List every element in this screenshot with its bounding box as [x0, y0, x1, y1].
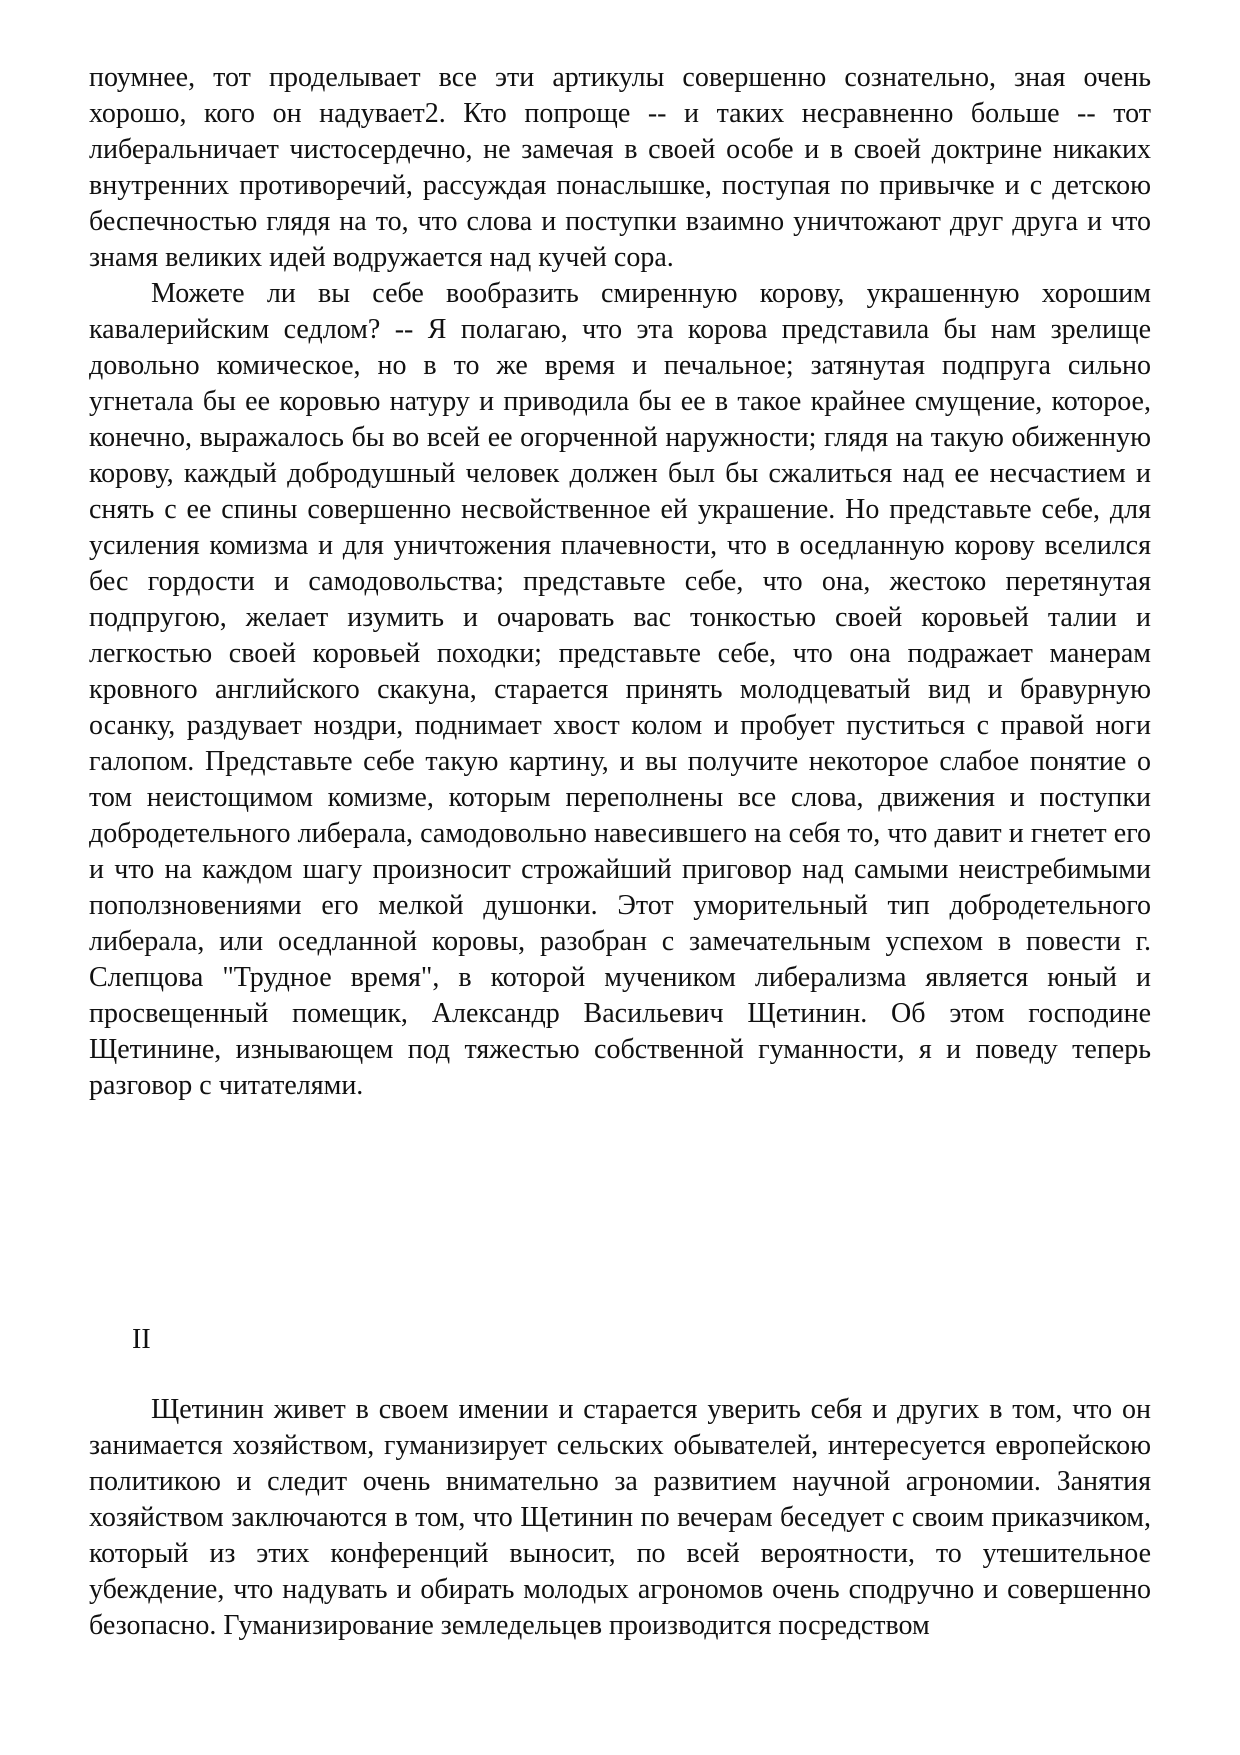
paragraph-continuation: поумнее, тот проделывает все эти артикулы совершенно сознательно, зная очень хорошо, кого он надувает2. Кто попроще -- и таких несравненно больше -- тот либеральничает чистосердечно, не замечая в своей особе и в своей доктрине никаких внутренних противоречий, рассуждая понаслышке, поступая по привычке и с детскою беспечностью глядя на то, что слова и поступки взаимно уничтожают друг друга и что знамя великих идей водружается над кучей сора.: [89, 62, 1151, 273]
paragraph-cow-allegory: Можете ли вы себе вообразить смиренную корову, украшенную хорошим кавалерийским седлом? -- Я полагаю, что эта корова представила бы нам зрелище довольно комическое, но в то же время и печальное; затянутая подпруга сильно угнетала бы ее коровью натуру и приводила бы ее в такое крайнее смущение, которое, конечно, выражалось бы во всей ее огорченной наружности; глядя на такую обиженную корову, каждый добродушный человек должен был бы сжалиться над ее несчастием и снять с ее спины совершенно несвойственное ей украшение. Но представьте себе, для усиления комизма и для уничтожения плачевности, что в оседланную корову вселился бес гордости и самодовольства; представьте себе, что она, жестоко перетянутая подпругою, желает изумить и очаровать вас тонкостью своей коровьей талии и легкостью своей коровьей походки; представьте себе, что она подражает манерам кровного английского скакуна, старается принять молодцеватый вид и бравурную осанку, раздувает ноздри, поднимает хвост колом и пробует пуститься с правой ноги галопом. Представьте себе такую картину, и вы получите некоторое слабое понятие о том неистощимом комизме, которым переполнены все слова, движения и поступки добродетельного либерала, самодовольно навесившего на себя то, что давит и гнетет его и что на каждом шагу произносит строжайший приговор над самыми неистребимыми поползновениями его мелкой душонки. Этот уморительный тип добродетельного либерала, или оседланной коровы, разобран с замечательным успехом в повести г. Слепцова "Трудное время", в которой мучеником либерализма является юный и просвещенный помещик, Александр Васильевич Щетинин. Об этом господине Щетинине, изнывающем под тяжестью собственной гуманности, я и поведу теперь разговор с читателями.: [89, 278, 1151, 1101]
text-block-bottom: [89, 1392, 1151, 1644]
text-block-top: [89, 60, 1151, 1104]
paragraph-shchetinin: Щетинин живет в своем имении и старается уверить себя и других в том, что он занимается хозяйством, гуманизирует сельских обывателей, интересуется европейскою политикою и следит очень внимательно за развитием научной агрономии. Занятия хозяйством заключаются в том, что Щетинин по вечерам беседует с своим приказчиком, который из этих конференций выносит, по всей вероятности, то утешительное убеждение, что надувать и обирать молодых агрономов очень сподручно и совершенно безопасно. Гуманизирование земледельцев производится посредством: [89, 1394, 1151, 1641]
section-heading: II: [132, 1324, 151, 1355]
